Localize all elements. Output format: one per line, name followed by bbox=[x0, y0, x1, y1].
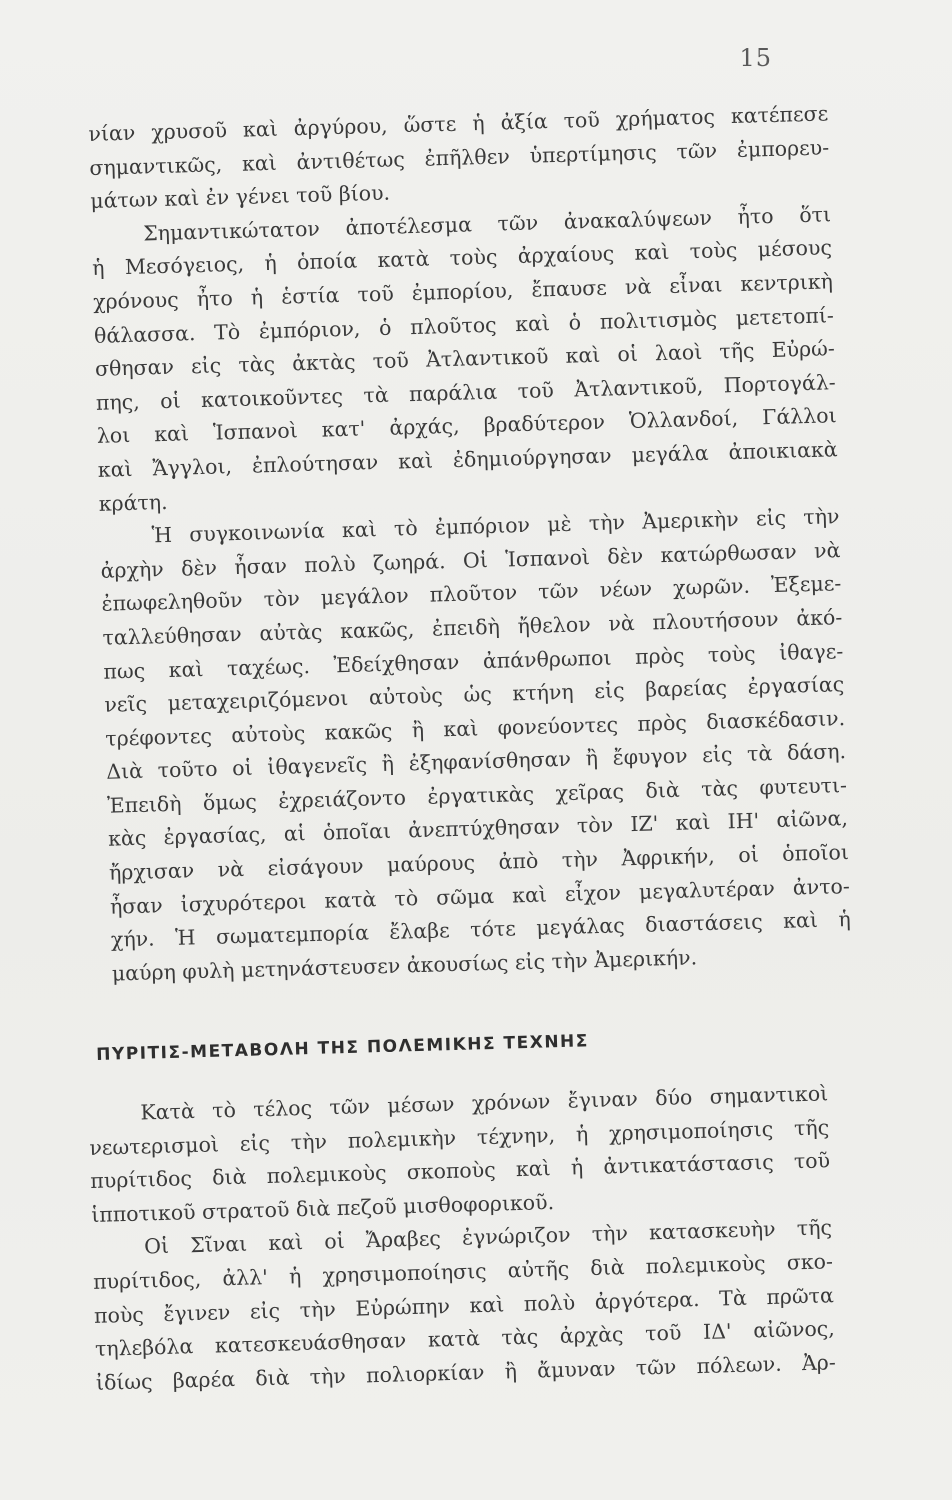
text-line: Σημαντικώτατον ἀποτέλεσμα τῶν ἀνακαλύψεων ἦτο ὅτι bbox=[142, 202, 832, 246]
text-line: ἡ Μεσόγειος, ἡ ὁποία κατὰ τοὺς ἀρχαίους καὶ τοὺς μέσους bbox=[91, 235, 833, 281]
text-line: ποὺς ἔγινεν εἰς τὴν Εὐρώπην καὶ πολὺ ἀργότερα. Τὰ πρῶτα bbox=[93, 1282, 835, 1328]
text-line: κὰς ἐργασίας, αἱ ὁποῖαι ἀνεπτύχθησαν τὸν ΙΖ' καὶ ΙΗ' αἰῶνα, bbox=[107, 806, 849, 852]
text-line: χήν. Ἡ σωματεμπορία ἔλαβε τότε μεγάλας διαστάσεις καὶ ἡ bbox=[110, 907, 852, 952]
text-block-2 bbox=[88, 1077, 836, 1400]
text-line: νεωτερισμοὶ εἰς τὴν πολεμικὴν τέχνην, ἡ χρησιμοποίησις τῆς bbox=[89, 1114, 830, 1160]
text-line: κράτη. bbox=[98, 489, 168, 516]
text-block-1 bbox=[88, 97, 852, 991]
text-line: πης, οἱ κατοικοῦντες τὰ παράλια τοῦ Ἀτλαντικοῦ, Πορτογάλ- bbox=[95, 369, 836, 415]
text-line: σημαντικῶς, καὶ ἀντιθέτως ἐπῆλθεν ὑπερτίμησις τῶν ἐμπορευ- bbox=[89, 134, 830, 180]
text-line: θάλασσα. Τὸ ἐμπόριον, ὁ πλοῦτος καὶ ὁ πολιτισμὸς μετετοπί- bbox=[93, 302, 835, 348]
text-line: μαύρη φυλὴ μετηνάστευσεν ἀκουσίως εἰς τὴν Ἀμερικήν. bbox=[111, 945, 698, 986]
text-line: ἤρχισαν νὰ εἰσάγουν μαύρους ἀπὸ τὴν Ἀφρικήν, οἱ ὁποῖοι bbox=[108, 840, 850, 885]
text-line: Οἱ Σῖναι καὶ οἱ Ἄραβες ἐγνώριζον τὴν κατασκευὴν τῆς bbox=[143, 1215, 833, 1259]
text-line: Κατὰ τὸ τέλος τῶν μέσων χρόνων ἔγιναν δύο σημαντικοὶ bbox=[140, 1081, 829, 1125]
text-line: Ἐπειδὴ ὅμως ἐχρειάζοντο ἐργατικὰς χεῖρας διὰ τὰς φυτευτι- bbox=[106, 772, 848, 818]
text-line: σθησαν εἰς τὰς ἀκτὰς τοῦ Ἀτλαντικοῦ καὶ οἱ λαοὶ τῆς Εὐρώ- bbox=[94, 336, 836, 382]
page-number: 15 bbox=[739, 44, 772, 72]
text-line: Ἡ συγκοινωνία καὶ τὸ ἐμπόριον μὲ τὴν Ἀμερικὴν εἰς τὴν bbox=[151, 504, 840, 548]
text-line: πυρίτιδος, ἀλλ' ἡ χρησιμοποίησις αὐτῆς διὰ πολεμικοὺς σκο- bbox=[92, 1249, 834, 1294]
text-line: νίαν χρυσοῦ καὶ ἀργύρου, ὥστε ἡ ἀξία τοῦ χρήματος κατέπεσε bbox=[88, 101, 829, 146]
text-line: πως καὶ ταχέως. Ἐδείχθησαν ἀπάνθρωποι πρὸς τοὺς ἰθαγε- bbox=[103, 638, 844, 684]
text-line: καὶ Ἄγγλοι, ἐπλούτησαν καὶ ἐδημιούργησαν μεγάλα ἀποικιακὰ bbox=[97, 437, 838, 482]
text-line: νεῖς μεταχειριζόμενοι αὐτοὺς ὡς κτήνη εἰς βαρείας ἐργασίας bbox=[104, 672, 845, 717]
text-line: τηλεβόλα κατεσκευάσθησαν κατὰ τὰς ἀρχὰς τοῦ ΙΔ' αἰῶνος, bbox=[94, 1316, 836, 1362]
text-line: Διὰ τοῦτο οἱ ἰθαγενεῖς ἢ ἐξηφανίσθησαν ἢ ἔφυγον εἰς τὰ δάση. bbox=[105, 739, 847, 785]
text-line: τρέφοντες αὐτοὺς κακῶς ἢ καὶ φονεύοντες πρὸς διασκέδασιν. bbox=[104, 705, 846, 751]
text-line: ἰδίως βαρέα διὰ τὴν πολιορκίαν ἢ ἄμυναν τῶν πόλεων. Ἀρ- bbox=[95, 1349, 836, 1395]
text-line: ἀρχὴν δὲν ἦσαν πολὺ ζωηρά. Οἱ Ἱσπανοὶ δὲν κατώρθωσαν νὰ bbox=[100, 537, 841, 583]
section-heading: ΠΥΡΙΤΙΣ-ΜΕΤΑΒΟΛΗ ΤΗΣ ΠΟΛΕΜΙΚΗΣ ΤΕΧΝΗΣ bbox=[96, 1031, 590, 1065]
text-line: ταλλεύθησαν αὐτὰς κακῶς, ἐπειδὴ ἤθελον νὰ πλουτήσουν ἀκό- bbox=[102, 605, 843, 650]
text-line: χρόνους ἦτο ἡ ἑστία τοῦ ἐμπορίου, ἔπαυσε νὰ εἶναι κεντρικὴ bbox=[92, 269, 834, 314]
text-line: μάτων καὶ ἐν γένει τοῦ βίου. bbox=[89, 180, 391, 214]
text-line: ἐπωφεληθοῦν τὸν μεγάλον πλοῦτον τῶν νέων χωρῶν. Ἐξεμε- bbox=[101, 571, 842, 617]
text-line: λοι καὶ Ἱσπανοὶ κατ' ἀρχάς, βραδύτερον Ὁλλανδοί, Γάλλοι bbox=[96, 403, 837, 449]
text-line: ἦσαν ἰσχυρότεροι κατὰ τὸ σῶμα καὶ εἶχον μεγαλυτέραν ἀντο- bbox=[109, 873, 851, 919]
text-line: πυρίτιδος διὰ πολεμικοὺς σκοποὺς καὶ ἡ ἀντικατάστασις τοῦ bbox=[89, 1148, 831, 1194]
text-line: ἱππoτικοῦ στρατοῦ διὰ πεζοῦ μισθοφορικοῦ. bbox=[90, 1189, 555, 1227]
